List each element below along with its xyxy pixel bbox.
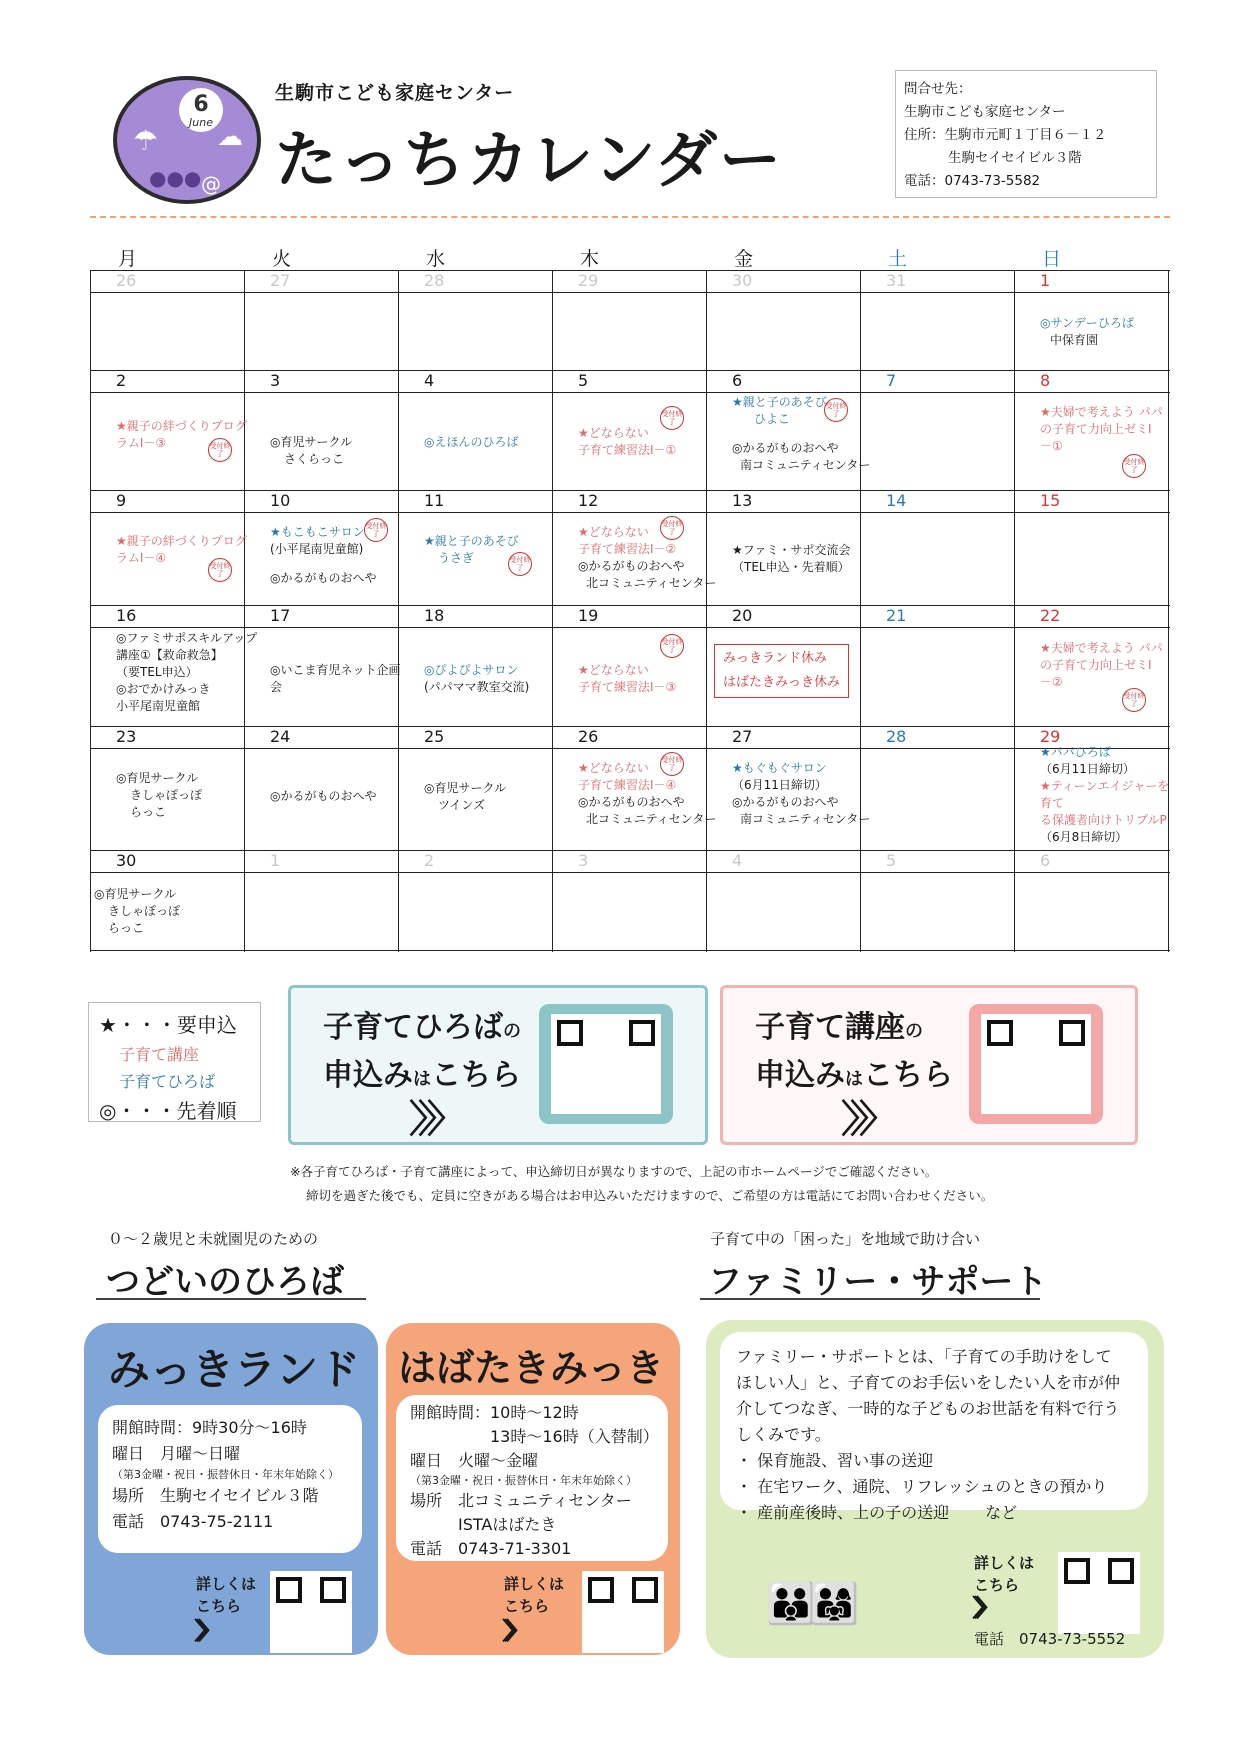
day-number: 29 [578,271,599,290]
event-deadline: （6月8日締切） [1040,830,1128,844]
family-item: ・ 在宅ワーク、通院、リフレッシュのときの預かり [736,1477,1108,1496]
event-title-cont: ラムⅠ－④ [116,551,167,565]
event-place: きしゃぽっぽ [108,904,181,918]
family-title: ファミリー・サポート [708,1262,1048,1302]
habataki-place: 場所 北コミュニティセンター [410,1491,632,1510]
event-deadline: （6月11日締切） [1040,762,1135,776]
event-title: ★ファミ・サポ交流会 [732,543,851,557]
family-item: ・ 産前産後時、上の子の送迎 [736,1503,950,1522]
day-number: 28 [886,727,907,746]
event-place: きしゃぽっぽ [130,788,203,802]
closed-notice [714,644,849,698]
event-place: 中保育園 [1050,333,1099,347]
arrow-right-icon: 〉〉〉 [409,1097,456,1141]
org-name: 生駒市こども家庭センター [275,82,515,104]
mikki-phone: 電話 0743-75-2111 [112,1512,274,1531]
family-more: 詳しくは こちら [974,1554,1035,1594]
habataki-days-note: （第3金曜・祝日・振替休日・年末年始除く） [410,1474,637,1487]
logo-month-word: June [189,116,213,129]
weekday-sun: 日 [1042,248,1062,270]
mikki-name: みっきランド [108,1345,361,1394]
weekday-tue: 火 [272,248,292,270]
family-phone: 電話 0743-73-5552 [974,1630,1126,1648]
contact-address: 住所：生駒市元町１丁目６－１２ [904,127,1107,143]
event-place: （TEL申込・先着順） [732,560,850,574]
event-title: ★夫婦で考えよう パパ [1040,405,1163,419]
event-title: ◎かるがものおへや [732,441,839,455]
event-title-cont: 子育て練習法Ⅰ－① [578,443,677,457]
day-number: 27 [270,271,291,290]
event-title: ★親と子のあそび [424,534,519,548]
logo [113,76,261,204]
event-place: 南コミュニティセンター [740,812,871,826]
mikki-days-note: （第3金曜・祝日・振替休日・年末年始除く） [112,1468,339,1481]
event-item [424,533,519,567]
mikki-info [98,1405,362,1553]
family-desc: ファミリー・サポートとは、「子育ての手助けをして [736,1347,1112,1366]
event-title: ◎かるがものおへや [732,795,839,809]
family-desc: 介してつなぎ、一時的な子どものお世話を有料で行う [736,1399,1120,1418]
habataki-name: はばたきみっき [398,1346,665,1390]
closed-stamp-icon: 受付終了 [660,516,684,540]
family-subtitle: 子育て中の「困った」を地域で助け合い [710,1230,981,1248]
family-desc: しくみです。 [736,1425,831,1444]
note-line: 締切を過ぎた後でも、定員に空きがある場合はお申込みいただけますので、ご希望の方は電話にてお問い合わせください。 [306,1188,994,1203]
page-title: たっちカレンダー [275,123,783,196]
event-item [270,524,376,587]
event-item [578,425,676,459]
event-item [270,788,376,805]
event-title: ★どならない [578,761,649,775]
family-info [720,1332,1148,1522]
day-number: 20 [732,606,753,625]
event-title: ◎かるがものおへや [270,789,377,803]
event-title-cont: うさぎ [438,551,475,565]
event-place: (小平尾南児童館) [270,542,364,556]
event-title-cont: 子育て練習法Ⅰ－② [578,542,677,556]
event-title-cont: 講座①【救命救急】 [116,648,223,662]
day-number: 18 [424,606,445,625]
event-item [94,886,180,937]
closed-stamp-icon: 受付終了 [1122,688,1146,712]
day-number: 28 [424,271,445,290]
day-number: 22 [1040,606,1061,625]
day-number: 5 [886,851,897,870]
qr-code-icon[interactable] [270,1571,352,1653]
event-title: ★夫婦で考えよう パパ [1040,641,1163,655]
event-title: ◎おでかけみっき [116,682,211,696]
event-place: ツインズ [438,798,486,812]
closed-stamp-icon: 受付終了 [660,406,684,430]
event-title-cont: る保護者向けトリプルP [1040,813,1167,827]
family-card [706,1320,1164,1658]
event-item [578,524,716,592]
note-line: ※各子育てひろば・子育て講座によって、申込締切日が異なりますので、上記の市ホームページでご確認ください。 [290,1164,938,1179]
event-title-cont: －② [1040,675,1063,689]
contact-box [895,70,1157,198]
day-number: 1 [270,851,281,870]
day-number: 29 [1040,727,1061,746]
contact-label: 問合せ先： [904,81,972,97]
qr-frame [969,1004,1103,1124]
day-number: 23 [116,727,137,746]
day-number: 12 [578,491,599,510]
contact-name: 生駒市こども家庭センター [904,104,1066,120]
legend-first-come: ◎・・・先着順 [99,1099,237,1123]
qr-code-icon[interactable] [1058,1552,1140,1634]
family-item: ・ 保育施設、習い事の送迎 [736,1451,934,1470]
cloud-rain-icon: ☁ [217,122,243,152]
logo-month-num: 6 [193,92,209,117]
event-item [424,434,518,451]
day-number: 13 [732,491,753,510]
day-number: 3 [578,851,589,870]
event-place: (パパママ教室交流) [424,680,530,694]
arrow-right-icon: 〉〉〉 [194,1617,212,1645]
closed-stamp-icon: 受付終了 [660,634,684,658]
event-title: ◎育児サークル [424,781,507,795]
weekday-header [90,244,1170,270]
event-title: ◎育児サークル [94,887,177,901]
habataki-days: 曜日 火曜～金曜 [410,1451,539,1470]
legend-required: ★・・・要申込 [99,1013,237,1037]
event-item [424,662,529,696]
event-item [1040,744,1170,846]
day-number: 24 [270,727,291,746]
event-title: ★もこもこサロン [270,525,365,539]
event-item [578,760,716,828]
family-desc: ほしい人」と、子育てのお手伝いをしたい人を市が仲 [736,1373,1121,1392]
day-number: 6 [732,371,743,390]
day-number: 8 [1040,371,1051,390]
day-number: 2 [424,851,435,870]
event-place: 北コミュニティセンター [586,576,717,590]
day-number: 31 [886,271,907,290]
event-title: ◎ファミサポスキルアップ [116,631,258,645]
grape-icon: ●●● [149,166,202,190]
event-item [578,662,676,696]
day-number: 7 [886,371,897,390]
event-place: 南コミュニティセンター [740,458,871,472]
legend-course: 子育て講座 [119,1045,200,1064]
event-title: ◎かるがものおへや [270,571,377,585]
event-item [732,760,870,828]
event-item [116,630,257,715]
event-title: ★どならない [578,525,649,539]
day-number: 27 [732,727,753,746]
day-number: 10 [270,491,291,510]
divider [96,1298,366,1300]
family-etc: など [985,1503,1018,1522]
event-item [270,662,400,696]
day-number: 26 [116,271,137,290]
day-number: 4 [424,371,435,390]
family-illustration-icon: 👪👨‍👩‍👧 [766,1581,854,1627]
event-item [732,394,870,474]
mikki-card [84,1323,378,1655]
day-number: 19 [578,606,599,625]
arrow-right-icon: 〉〉〉 [502,1617,520,1645]
event-item [1040,404,1163,455]
event-title: ★どならない [578,663,649,677]
habataki-more: 詳しくは こちら [504,1575,565,1615]
event-title-cont: ひよこ [754,412,791,426]
qr-frame [539,1004,673,1124]
weekday-sat: 土 [888,248,908,270]
day-number: 9 [116,491,127,510]
event-title: ◎かるがものおへや [578,795,685,809]
day-number: 2 [116,371,127,390]
mikki-hours: 開館時間：9時30分～16時 [112,1418,307,1437]
mikki-place: 場所 生駒セイセイビル３階 [112,1486,319,1505]
contact-address-2: 生駒セイセイビル３階 [948,150,1082,166]
event-item [732,542,851,576]
day-number: 17 [270,606,291,625]
day-number: 14 [886,491,907,510]
day-number: 25 [424,727,445,746]
day-number: 30 [116,851,137,870]
divider [90,216,1170,218]
event-title-cont: の子育て力向上ゼミⅠ [1040,658,1152,672]
event-title: ★親と子のあそび [732,395,827,409]
day-number: 21 [886,606,907,625]
weekday-wed: 水 [426,248,446,270]
weekday-mon: 月 [118,248,138,270]
event-place: らっこ [108,921,145,935]
event-title: ★どならない [578,426,649,440]
day-number: 30 [732,271,753,290]
notes [290,1160,993,1208]
day-number: 16 [116,606,137,625]
event-deadline: （6月11日締切） [732,778,827,792]
event-title-cont: （要TEL申込） [116,665,198,679]
umbrella-icon: ☂ [133,124,159,157]
weekday-thu: 木 [580,248,600,270]
event-title: ◎サンデーひろば [1040,316,1134,330]
qr-code-icon[interactable] [582,1571,664,1653]
arrow-right-icon: 〉〉〉 [841,1097,888,1141]
event-place: さくらっこ [284,452,345,466]
closed-notice-line: みっきランド休み [723,651,828,666]
event-title: ◎いこま育児ネット企画 [270,663,401,677]
habataki-phone: 電話 0743-71-3301 [410,1539,572,1558]
closed-stamp-icon: 受付終了 [1122,454,1146,478]
day-number: 3 [270,371,281,390]
event-item [1040,315,1134,349]
event-title: ★親子の絆づくりプログ [116,534,247,548]
event-title-cont: の子育て力向上ゼミⅠ [1040,422,1152,436]
event-title: ◎えほんのひろば [424,435,519,449]
habataki-card [386,1323,680,1655]
qr-code-icon[interactable] [551,1014,661,1114]
habataki-info [396,1395,668,1561]
event-item [424,780,506,814]
event-place: 小平尾南児童館 [116,699,201,713]
divider [700,1298,1040,1300]
legend-hiroba: 子育てひろば [119,1072,216,1091]
event-title: ◎ぴよぴよサロン [424,663,519,677]
event-title: ◎かるがものおへや [578,559,685,573]
habataki-place-2: ISTAはばたき [458,1515,557,1534]
event-title: ★ティーンエイジャーを育て [1040,779,1170,810]
day-number: 4 [732,851,743,870]
hiroba-apply-title: 子育てひろばの 申込みはこちら [323,1010,521,1093]
event-title: ★パパひろば [1040,745,1111,759]
event-title-cont: 子育て練習法Ⅰ－④ [578,778,677,792]
event-title-cont: －① [1040,439,1063,453]
habataki-hours-2: 13時～16時（入替制） [490,1427,659,1446]
event-place: 北コミュニティセンター [586,812,717,826]
event-title: ◎育児サークル [116,771,199,785]
event-title-cont: 会 [270,680,283,694]
calendar-grid [90,270,1170,952]
day-number: 15 [1040,491,1061,510]
closed-notice-line: はばたきみっき休み [723,675,841,690]
snail-icon: @ [201,172,221,196]
closed-stamp-icon: 受付終了 [660,752,684,776]
closed-stamp-icon: 受付終了 [364,518,388,542]
qr-code-icon[interactable] [981,1014,1091,1114]
event-title: ★親子の絆づくりプログ [116,419,247,433]
event-item [116,770,202,821]
closed-stamp-icon: 受付終了 [208,438,232,462]
contact-phone: 電話：0743-73-5582 [904,173,1041,189]
mikki-days: 曜日 月曜～日曜 [112,1444,241,1463]
hiroba-apply-box[interactable] [288,985,708,1145]
day-number: 1 [1040,271,1051,290]
event-title: ◎育児サークル [270,435,353,449]
habataki-hours: 開館時間：10時～12時 [410,1403,579,1422]
day-number: 6 [1040,851,1051,870]
koza-apply-box[interactable] [720,985,1138,1145]
tsudoi-title: つどいのひろば [106,1262,344,1302]
arrow-right-icon: 〉〉〉 [972,1594,990,1622]
closed-stamp-icon: 受付終了 [824,398,848,422]
weekday-fri: 金 [734,248,754,270]
event-item [270,434,352,468]
day-number: 5 [578,371,589,390]
closed-stamp-icon: 受付終了 [208,558,232,582]
event-title-cont: 子育て練習法Ⅰ－③ [578,680,677,694]
event-item [1040,640,1163,691]
koza-apply-title: 子育て講座の 申込みはこちら [755,1010,953,1093]
legend [88,1002,261,1122]
event-place: らっこ [130,805,167,819]
event-title: ★もぐもぐサロン [732,761,827,775]
day-number: 26 [578,727,599,746]
day-number: 11 [424,491,445,510]
event-title-cont: ラムⅠ－③ [116,436,167,450]
closed-stamp-icon: 受付終了 [508,552,532,576]
mikki-more: 詳しくは こちら [196,1575,257,1615]
tsudoi-subtitle: ０～２歳児と未就園児のための [108,1230,319,1248]
